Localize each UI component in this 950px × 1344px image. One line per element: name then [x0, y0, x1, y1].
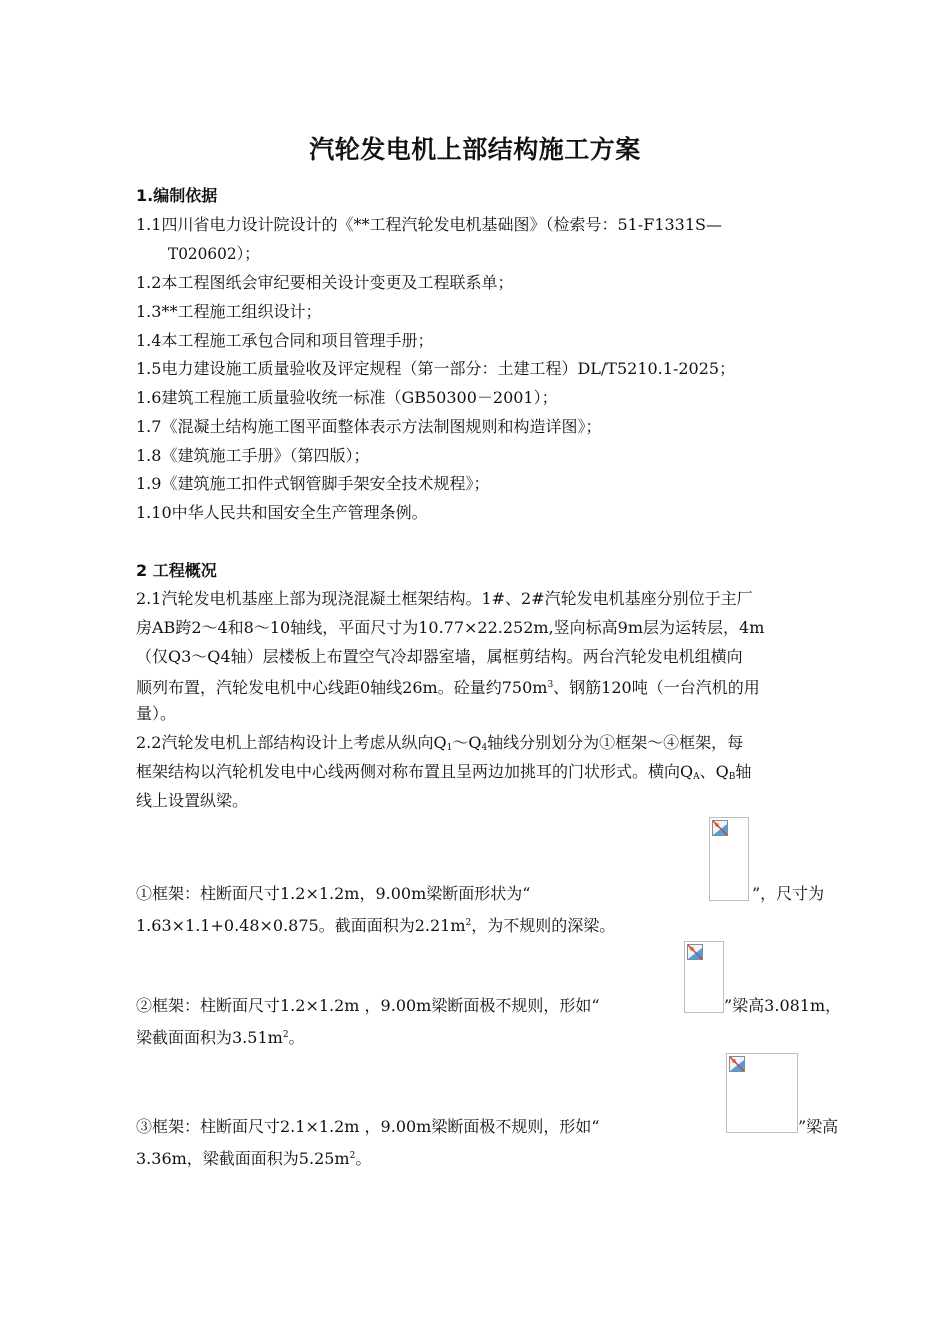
section-heading: 2 工程概况: [136, 561, 217, 580]
reference-item: 1.9《建筑施工扣件式钢管脚手架安全技术规程》；: [136, 474, 490, 493]
reference-item: 1.6建筑工程施工质量验收统一标准（GB50300－2001）；: [136, 388, 558, 407]
document-page: 汽轮发电机上部结构施工方案 1.编制依据 1.1四川省电力设计院设计的《**工程汽轮发电机基础图》（检索号：51-F1331S— T020602）； 1.2本工程图纸会审纪要相关设计变更及工程联系单； 1.3**工程施工组织设计； 1.4本工程施工承包合同和项目管理手册； 1.5电力建设施工质量验收及评定规程（第一部分：土建工程）DL/T5210.1-2025； 1.6建筑工程施工质量验收统一标准（GB50300－2001）； 1.7《混凝土结构施工图平面整体表示方法制图规则和构造详图》； 1.8《建筑施工手册》（第四版）； 1.9《建筑施工扣件式钢管脚手架安全技术规程》； 1.10中华人民共和国安全生产管理条例。 2 工程概况 2.1汽轮发电机基座上部为现浇混凝土框架结构。1#、2#汽轮发电机基座分别位于主厂 房AB跨2～4和8～10轴线，平面尺寸为10.77×22.252m,竖向标高9m层为运转层，4m （仅Q3～Q4轴）层楼板上布置空气冷却器室墙，属框剪结构。两台汽轮发电机组横向 顺列布置，汽轮发电机中心线距0轴线26m。砼量约$750m^3$、钢筋120吨（一台汽机的用 量）。 2.2汽轮发电机上部结构设计上考虑从纵向$Q_1\sim Q_4$轴线分别划分为①框架～④框架，每 框架结构以汽轮机发电中心线两侧对称布置且呈两边加挑耳的门状形式。横向$Q_A$、$Q_B$轴 线上设置纵梁。 ①框架：柱断面尺寸1.2×1.2m，9.00m梁断面形状为“ ”，尺寸为 1.63×1.1+0.48×0.875。截面面积为$2.21m^2$，为不规则的深梁。 ②框架：柱断面尺寸1.2×1.2m ，9.00m梁断面极不规则，形如“ ”梁高3.081m， 梁截面面积为$3.51m^2$。 ③框架：柱断面尺寸2.1×1.2m ，9.00m梁断面极不规则，形如“ ”梁高 3.36m，梁截面面积为$5.25m^2$。: [0, 0, 950, 1344]
reference-item: 1.5电力建设施工质量验收及评定规程（第一部分：土建工程）DL/T5210.1-2025；: [136, 359, 736, 378]
reference-item: 1.10中华人民共和国安全生产管理条例。: [136, 503, 428, 522]
reference-item: 1.7《混凝土结构施工图平面整体表示方法制图规则和构造详图》；: [136, 417, 602, 436]
reference-item: 1.8《建筑施工手册》（第四版）；: [136, 446, 370, 465]
reference-item: 1.3**工程施工组织设计；: [136, 302, 322, 321]
reference-item: 1.2本工程图纸会审纪要相关设计变更及工程联系单；: [136, 273, 514, 292]
beam-section-image: [726, 1053, 798, 1133]
paragraph-line: 量）。: [136, 704, 177, 723]
broken-image-icon: [687, 944, 703, 960]
broken-image-icon: [729, 1056, 745, 1072]
reference-item: 1.1四川省电力设计院设计的《**工程汽轮发电机基础图》（检索号：51-F1331S—: [136, 215, 722, 234]
page-title: 汽轮发电机上部结构施工方案: [309, 135, 641, 164]
paragraph-line: 3.36m，梁截面面积为$5.25m^2$。: [136, 1149, 372, 1168]
reference-item-continued: T020602）；: [168, 244, 260, 263]
paragraph-line: 2.2汽轮发电机上部结构设计上考虑从纵向$Q_1\sim Q_4$轴线分别划分为①框架～④框架，每: [136, 733, 744, 753]
beam-section-image: [709, 817, 749, 901]
paragraph-line: 1.63×1.1+0.48×0.875。截面面积为$2.21m^2$，为不规则的深梁。: [136, 916, 616, 935]
paragraph-line: 线上设置纵梁。: [136, 791, 249, 810]
reference-item: 1.4本工程施工承包合同和项目管理手册；: [136, 331, 434, 350]
paragraph-line: 梁截面面积为$3.51m^2$。: [136, 1028, 305, 1047]
paragraph-line: 顺列布置，汽轮发电机中心线距0轴线26m。砼量约$750m^3$、钢筋120吨（一台汽机的用: [136, 678, 760, 697]
paragraph-line: 房AB跨2～4和8～10轴线，平面尺寸为10.77×22.252m,竖向标高9m层为运转层，4m: [136, 618, 765, 637]
paragraph-line: （仅Q3～Q4轴）层楼板上布置空气冷却器室墙，属框剪结构。两台汽轮发电机组横向: [136, 647, 743, 666]
paragraph-line: 2.1汽轮发电机基座上部为现浇混凝土框架结构。1#、2#汽轮发电机基座分别位于主厂: [136, 589, 753, 608]
section-heading: 1.编制依据: [136, 186, 218, 205]
paragraph-line: 框架结构以汽轮机发电中心线两侧对称布置且呈两边加挑耳的门状形式。横向$Q_A$、$Q_B$轴: [136, 762, 752, 782]
broken-image-icon: [712, 820, 728, 836]
beam-section-image: [684, 941, 724, 1013]
